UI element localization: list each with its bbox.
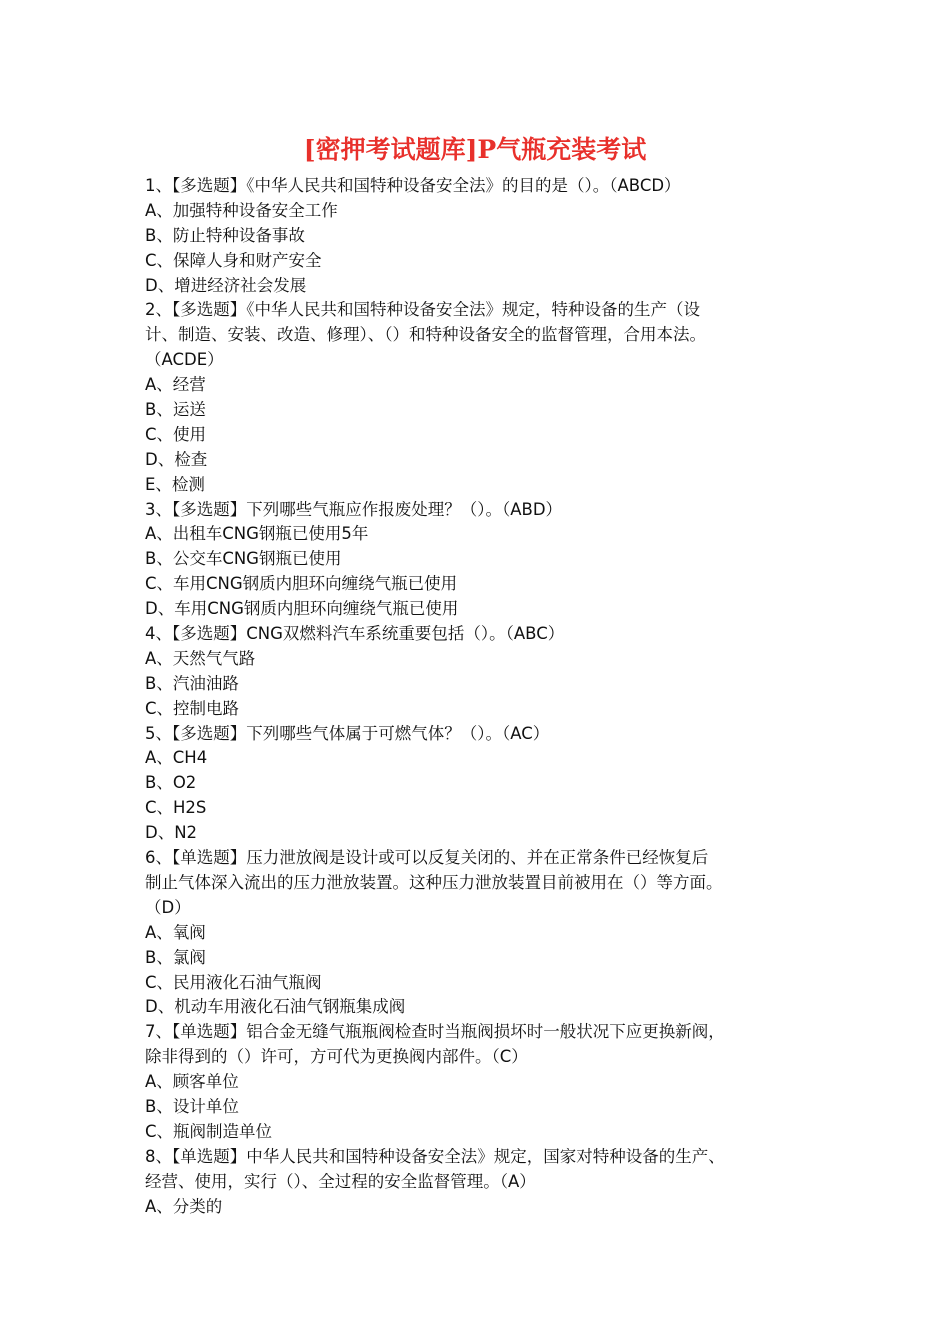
text-line: D、机动车用液化石油气钢瓶集成阀 [145, 997, 406, 1017]
text-line: 3、【多选题】下列哪些气瓶应作报废处理？（）。（ABD） [145, 499, 563, 519]
text-line: C、控制电路 [145, 698, 240, 718]
text-line: C、民用液化石油气瓶阀 [145, 972, 322, 992]
text-line: 8、【单选题】中华人民共和国特种设备安全法》规定，国家对特种设备的生产、 [145, 1146, 725, 1166]
text-line: A、CH4 [145, 748, 208, 768]
text-line: 制止气体深入流出的压力泄放装置。这种压力泄放装置目前被用在（）等方面。 [145, 872, 723, 892]
text-line: C、保障人身和财产安全 [145, 250, 322, 270]
text-line: C、H2S [145, 798, 207, 818]
text-line: E、检测 [145, 474, 205, 494]
text-line: 7、【单选题】铝合金无缝气瓶瓶阀检查时当瓶阀损坏时一般状况下应更换新阀， [145, 1022, 725, 1042]
text-line: B、汽油油路 [145, 673, 239, 693]
text-line: B、防止特种设备事故 [145, 225, 305, 245]
text-line: A、出租车CNG钢瓶已使用5年 [145, 524, 369, 544]
text-line: A、天然气气路 [145, 648, 256, 668]
text-line: A、加强特种设备安全工作 [145, 200, 338, 220]
text-line: 5、【多选题】下列哪些气体属于可燃气体？（）。（AC） [145, 723, 550, 743]
text-line: 计、制造、安装、改造、修理）、（）和特种设备安全的监督管理，合用本法。 [145, 325, 706, 345]
text-line: D、增进经济社会发展 [145, 275, 307, 295]
text-line: A、氧阀 [145, 922, 206, 942]
text-line: B、O2 [145, 773, 197, 793]
text-line: D、检查 [145, 449, 208, 469]
question-list [145, 174, 835, 1219]
text-line: B、公交车CNG钢瓶已使用 [145, 549, 342, 569]
text-line: （ACDE） [145, 350, 224, 370]
document-title: [密押考试题库]P气瓶充装考试 [303, 135, 647, 164]
text-line: D、N2 [145, 823, 198, 843]
text-line: （D） [145, 897, 191, 917]
text-line: C、瓶阀制造单位 [145, 1121, 273, 1141]
text-line: 1、【多选题】《中华人民共和国特种设备安全法》的目的是（）。（ABCD） [145, 176, 681, 195]
text-line: 2、【多选题】《中华人民共和国特种设备安全法》规定，特种设备的生产（设 [145, 300, 700, 320]
text-line: 除非得到的（）许可，方可代为更换阀内部件。（C） [145, 1047, 528, 1067]
text-line: B、设计单位 [145, 1096, 239, 1116]
text-line: D、车用CNG钢质内胆环向缠绕气瓶已使用 [145, 599, 459, 619]
text-line: 4、【多选题】CNG双燃料汽车系统重要包括（）。（ABC） [145, 624, 565, 644]
text-line: C、使用 [145, 424, 207, 444]
text-line: A、分类的 [145, 1196, 223, 1216]
text-line: A、顾客单位 [145, 1072, 239, 1092]
text-line: 6、【单选题】压力泄放阀是设计或可以反复关闭的、并在正常条件已经恢复后 [145, 848, 709, 868]
text-line: B、氯阀 [145, 947, 206, 967]
text-line: B、运送 [145, 400, 206, 420]
text-line: 经营、使用，实行（）、全过程的安全监督管理。（A） [145, 1171, 536, 1191]
text-line: C、车用CNG钢质内胆环向缠绕气瓶已使用 [145, 574, 458, 594]
text-line: A、经营 [145, 375, 206, 395]
